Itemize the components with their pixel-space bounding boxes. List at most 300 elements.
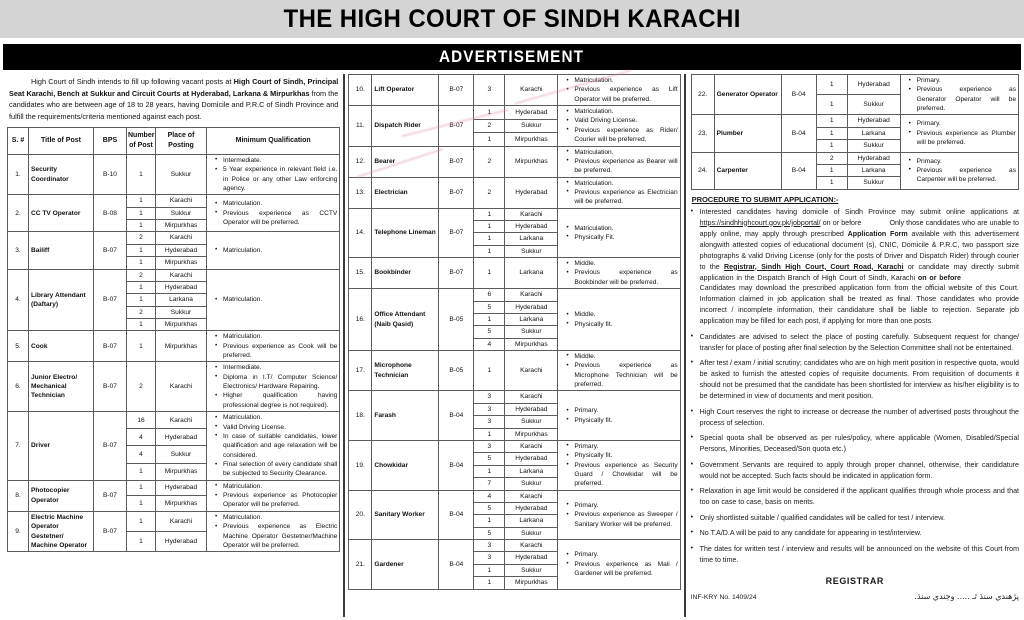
cell-title: CC TV Operator [29,195,94,232]
cell-number-of-post: 1 [474,564,505,576]
cell-number-of-post: 1 [127,220,156,232]
cell-bps: B-07 [439,177,474,208]
cell-title: Bearer [372,146,439,177]
cell-place-of-posting: Mirpurkhas [156,257,207,269]
cell-bps: B-07 [439,146,474,177]
cell-sr: 20. [349,490,372,539]
cell-number-of-post: 1 [127,511,156,531]
procedure-1-text-c: Only those candidates who are unable to apply online, may apply through prescribed [699,218,1019,238]
registrar-signature: REGISTRAR [825,575,885,586]
qualification-item: • Matriculation. [217,332,337,341]
cell-number-of-post: 1 [474,428,505,440]
intro-text-a: High Court of Sindh intends to fill up following vacant posts at [31,77,234,86]
cell-title: Generator Operator [714,75,781,115]
qualification-item: • Middle. [568,352,677,361]
table-row [8,269,340,281]
cell-sr: 3. [8,232,29,269]
cell-number-of-post: 1 [474,221,505,233]
col-header-sr: S. # [8,128,29,155]
cell-number-of-post: 5 [474,527,505,539]
cell-bps: B-07 [94,232,127,269]
cell-bps: B-07 [439,208,474,257]
cell-title: Junior Electro/ Mechanical Technician [29,362,94,412]
cell-bps: B-04 [781,152,816,189]
cell-place-of-posting: Sukkur [505,119,558,132]
qualification-list [209,482,337,510]
qualification-item: • Previous experience as Bookbinder will be preferred. [568,268,677,287]
qualification-item: • Primary. [568,550,677,559]
cell-number-of-post: 5 [474,453,505,465]
cell-number-of-post: 1 [816,140,847,152]
cell-sr: 24. [691,152,714,189]
cell-sr: 8. [8,480,29,511]
cell-number-of-post: 1 [816,127,847,139]
qualification-item: • Previous experience as Bearer will be preferred. [568,157,677,176]
procedure-item-3: • After test / exam / initial scrutiny; candidates who are on high merit position in respective quota, would be asked to furnish the attested copies of requisite documents. From requisition of documents it should not be presumed that the candidate has been shortlisted for interview as his/her eligibility is to be determined in view of documents and merit position. [691,358,1019,402]
table-body-left [8,154,340,551]
cell-number-of-post: 1 [474,233,505,245]
table-row [8,362,340,412]
cell-number-of-post: 1 [127,154,156,194]
cell-sr: 14. [349,208,372,257]
qualification-item: • Previous experience as Photocopier Operator will be preferred. [217,491,337,510]
qualification-item: • Intermediate. [217,156,337,165]
qualification-list [903,157,1016,185]
cell-number-of-post: 1 [127,496,156,512]
column-left [3,74,343,617]
cell-number-of-post: 4 [474,490,505,502]
col-header-place: Place of Posting [156,128,207,155]
cell-number-of-post: 2 [127,362,156,412]
qualification-item: • Previous experience as Lift Operator will be preferred. [568,85,677,104]
cell-sr: 7. [8,412,29,481]
table-row [349,75,680,106]
table-row [691,115,1018,127]
table-row [349,106,680,119]
cell-number-of-post: 1 [127,318,156,330]
cell-place-of-posting: Hyderabad [156,244,207,256]
cell-place-of-posting: Mirpurkhas [505,338,558,350]
procedure-1-text-b: on or before [820,218,862,227]
table-row [691,75,1018,95]
cell-number-of-post: 3 [474,552,505,564]
cell-number-of-post: 2 [127,269,156,281]
cell-bps: B-10 [94,154,127,194]
qualification-item: • Primary. [911,119,1016,128]
col-header-number: Number of Post [127,128,156,155]
cell-bps: B-04 [781,75,816,115]
table-row [8,511,340,531]
qualification-item: • Previous experience as CCTV Operator will be preferred. [217,209,337,228]
cell-place-of-posting: Hyderabad [505,503,558,515]
cell-sr: 5. [8,331,29,362]
qualification-item: • Valid Driving License. [568,116,677,125]
intro-paragraph [9,76,338,122]
cell-number-of-post: 1 [474,133,505,147]
cell-place-of-posting: Karachi [505,540,558,552]
procedure-item-8: • Only shortlisted suitable / qualified candidates will be called for test / interview. [691,513,1019,524]
procedure-1-text-a: Interested candidates having domicile of Sindh Province may submit online applications at [699,207,1019,216]
cell-bps: B-04 [439,391,474,440]
procedure-item-6: • Government Servants are required to apply through proper channel, otherwise, their candidature would not be accepted. Such facts should be indicated in application form. [691,460,1019,482]
cell-title: Cook [29,331,94,362]
masthead-banner [0,0,1024,39]
table-body-middle [349,75,680,590]
qualification-item: • Matriculation. [217,295,337,304]
cell-sr: 22. [691,75,714,115]
qualification-list [560,224,677,243]
column-right [684,74,1021,617]
cell-number-of-post: 2 [127,232,156,244]
cell-number-of-post: 2 [474,146,505,177]
cell-number-of-post: 5 [474,503,505,515]
cell-qualification [207,331,340,362]
cell-number-of-post: 6 [474,289,505,301]
cell-bps: B-04 [781,115,816,152]
cell-number-of-post: 3 [474,403,505,415]
qualification-item: • Valid Driving License. [217,423,337,432]
table-row [349,350,680,390]
cell-place-of-posting: Karachi [156,232,207,244]
qualification-list [560,501,677,529]
cell-place-of-posting: Karachi [156,195,207,207]
qualification-item: • Previous experience as Sweeper / Sanitary Worker will be preferred. [568,510,677,529]
qualification-item: • Higher qualification having professional degree is not required). [217,391,337,410]
cell-number-of-post: 1 [127,463,156,480]
cell-number-of-post: 1 [127,244,156,256]
cell-place-of-posting: Mirpurkhas [505,577,558,589]
cell-title: Library Attendant (Daftary) [29,269,94,331]
cell-number-of-post: 5 [474,326,505,338]
cell-place-of-posting: Mirpurkhas [156,331,207,362]
advertisement-bar [3,44,1021,70]
qualification-list [560,107,677,144]
posts-table-left [7,127,340,552]
cell-bps: B-05 [439,289,474,351]
cell-place-of-posting: Hyderabad [847,75,900,95]
qualification-item: • Previous experience as Mali / Gardener will be preferred. [568,560,677,579]
cell-place-of-posting: Karachi [156,269,207,281]
cell-place-of-posting: Larkana [505,515,558,527]
cell-bps: B-05 [439,350,474,390]
cell-title: Office Attendant (Naib Qasid) [372,289,439,351]
cell-place-of-posting: Mirpurkhas [156,318,207,330]
cell-place-of-posting: Larkana [847,127,900,139]
cell-number-of-post: 1 [474,106,505,119]
cell-place-of-posting: Mirpurkhas [156,496,207,512]
cell-place-of-posting: Larkana [505,465,558,477]
qualification-item: • Previous experience as Carpenter will be preferred. [911,166,1016,185]
qualification-item: • Matriculation. [568,76,677,85]
cell-bps: B-04 [439,490,474,539]
page-title: THE HIGH COURT OF SINDH KARACHI [283,4,741,33]
cell-number-of-post: 3 [474,75,505,106]
table-body-right [691,75,1018,190]
cell-qualification [207,232,340,269]
cell-qualification [207,269,340,331]
cell-number-of-post: 4 [127,446,156,463]
cell-number-of-post: 1 [127,281,156,293]
column-middle [343,74,683,617]
cell-place-of-posting: Hyderabad [847,115,900,127]
cell-place-of-posting: Hyderabad [505,301,558,313]
cell-qualification [558,208,680,257]
cell-place-of-posting: Mirpurkhas [505,146,558,177]
cell-sr: 18. [349,391,372,440]
cell-qualification [558,146,680,177]
table-header-row [8,128,340,155]
cell-number-of-post: 1 [474,313,505,325]
cell-bps: B-07 [94,362,127,412]
cell-title: Microphone Technician [372,350,439,390]
qualification-item: • Previous experience as Electrician will be preferred. [568,188,677,207]
cell-qualification [558,391,680,440]
cell-title: Security Coordinator [29,154,94,194]
cell-number-of-post: 1 [816,177,847,189]
cell-place-of-posting: Sukkur [505,245,558,257]
cell-number-of-post: 1 [474,350,505,390]
intro-text-c: from the candidates who are between age of 18 to 28 years, having Domicile and P.R.C of Sindh Province and fulfill the requirements/criteria mentioned against each post. [9,88,339,121]
cell-title: Electric Machine Operator Gestetner/ Machine Operator [29,511,94,551]
cell-number-of-post: 1 [474,258,505,289]
cell-place-of-posting: Hyderabad [505,552,558,564]
cell-place-of-posting: Sukkur [847,177,900,189]
table-row [349,258,680,289]
procedure-item-4: • High Court reserves the right to increase or decrease the number of advertised posts throughout the process of selection. [691,407,1019,429]
cell-title: Sanitary Worker [372,490,439,539]
table-header [8,128,340,155]
cell-number-of-post: 3 [474,440,505,452]
intro-text-bold: High Court of Sindh, Principal Seat Karachi, Bench at Sukkur and Circuit Courts at Hyderabad, Larkana & Mirpurkhas [9,77,339,98]
qualification-list [903,76,1016,113]
qualification-list [209,332,337,360]
qualification-list [209,199,337,227]
cell-number-of-post: 2 [474,119,505,132]
cell-place-of-posting: Sukkur [156,154,207,194]
table-row [349,440,680,452]
cell-title: Chowkidar [372,440,439,490]
qualification-item: • Physically fit. [568,320,677,329]
qualification-item: • Primary. [568,501,677,510]
cell-sr: 19. [349,440,372,490]
col-header-bps: BPS [94,128,127,155]
cell-place-of-posting: Larkana [847,164,900,176]
qualification-item: • Matriculation. [217,413,337,422]
table-row [349,540,680,552]
cell-number-of-post: 5 [474,301,505,313]
cell-bps: B-07 [439,258,474,289]
cell-number-of-post: 3 [474,540,505,552]
on-or-before-label: on or before [917,273,961,282]
qualification-item: • In case of suitable candidates, lower qualification and age relaxation will be considered. [217,432,337,460]
procedure-item-9: • No T.A/D.A will be paid to any candidate for appearing in test/interview. [691,528,1019,539]
cell-number-of-post: 1 [474,515,505,527]
qualification-item: • Primary. [911,76,1016,85]
cell-place-of-posting: Larkana [505,258,558,289]
qualification-item: • Matriculation. [217,199,337,208]
cell-sr: 11. [349,106,372,146]
cell-qualification [558,289,680,351]
qualification-item: • Previous experience as Plumber will be preferred. [911,129,1016,148]
qualification-item: • Previous experience as Microphone Technician will be preferred. [568,361,677,389]
qualification-list [560,148,677,176]
cell-number-of-post: 4 [127,429,156,446]
cell-place-of-posting: Karachi [505,440,558,452]
table-row [8,232,340,244]
qualification-list [560,259,677,287]
cell-qualification [207,195,340,232]
content-columns [0,70,1024,620]
cell-qualification [207,480,340,511]
qualification-item: • Matriculation. [568,148,677,157]
cell-title: Farash [372,391,439,440]
table-row [349,490,680,502]
cell-place-of-posting: Karachi [505,350,558,390]
qualification-item: • Matriculation. [568,224,677,233]
cell-title: Photocopier Operator [29,480,94,511]
qualification-item: • Primary. [568,406,677,415]
qualification-item: • 5 Year experience in relevant field i.e. in Police or any other Law enforcing agency. [217,165,337,193]
qualification-list [560,406,677,425]
qualification-item: • Matriculation. [217,513,337,522]
qualification-item: • Middle. [568,259,677,268]
cell-number-of-post: 1 [127,257,156,269]
qualification-list [209,246,337,255]
col-header-qualification: Minimum Qualification [207,128,340,155]
cell-number-of-post: 1 [127,532,156,552]
cell-place-of-posting: Sukkur [847,140,900,152]
application-form-label: Application Form [847,229,908,238]
advertisement-label: ADVERTISEMENT [439,47,585,66]
cell-bps: B-07 [94,480,127,511]
qualification-list [560,310,677,329]
cell-bps: B-07 [94,331,127,362]
cell-title: Gardener [372,540,439,589]
table-row [349,208,680,220]
procedure-item-2: • Candidates are advised to select the place of posting carefully. Subsequent request for change/ transfer for place of posting after final selection by the Selection Committee shall not be entertained. [691,332,1019,354]
procedure-item-7: • Relaxation in age limit would be considered if the applicant qualifies through whole process and that too on case to case, basis on merits. [691,486,1019,508]
qualification-item: • Physically Fit. [568,233,677,242]
cell-number-of-post: 1 [127,195,156,207]
cell-sr: 9. [8,511,29,551]
cell-place-of-posting: Larkana [505,313,558,325]
col-header-title: Title of Post [29,128,94,155]
cell-place-of-posting: Hyderabad [505,177,558,208]
cell-qualification [207,511,340,551]
cell-number-of-post: 16 [127,412,156,429]
cell-title: Bookbinder [372,258,439,289]
cell-qualification [558,177,680,208]
cell-place-of-posting: Karachi [505,208,558,220]
table-row [8,195,340,207]
cell-sr: 13. [349,177,372,208]
cell-place-of-posting: Sukkur [156,207,207,219]
cell-number-of-post: 1 [127,294,156,306]
qualification-item: • Physically fit. [568,451,677,460]
cell-title: Carpenter [714,152,781,189]
cell-place-of-posting: Sukkur [847,95,900,115]
posts-table-middle [348,74,680,590]
cell-number-of-post: 1 [816,95,847,115]
cell-number-of-post: 1 [474,465,505,477]
cell-place-of-posting: Larkana [156,294,207,306]
procedure-heading: PROCEDURE TO SUBMIT APPLICATION:- [691,194,839,204]
qualification-item: • Primary. [568,442,677,451]
qualification-list [560,179,677,207]
cell-sr: 12. [349,146,372,177]
table-row [8,480,340,496]
cell-bps: B-07 [439,75,474,106]
cell-place-of-posting: Karachi [505,391,558,403]
cell-place-of-posting: Sukkur [156,446,207,463]
cell-place-of-posting: Mirpurkhas [505,428,558,440]
cell-title: Telephone Lineman [372,208,439,257]
cell-sr: 6. [8,362,29,412]
qualification-list [903,119,1016,147]
cell-number-of-post: 2 [127,306,156,318]
procedure-list [691,207,1019,566]
qualification-list [209,156,337,193]
cell-bps: B-07 [439,106,474,146]
job-portal-link[interactable]: https://sindhhighcourt.gov.pk/jobportal/ [699,218,821,227]
cell-qualification [207,154,340,194]
cell-place-of-posting: Sukkur [505,478,558,490]
cell-sr: 4. [8,269,29,331]
cell-bps: B-07 [94,412,127,481]
cell-place-of-posting: Hyderabad [505,403,558,415]
cell-number-of-post: 1 [816,75,847,95]
cell-qualification [900,115,1018,152]
cell-number-of-post: 1 [474,208,505,220]
table-row [349,391,680,403]
cell-number-of-post: 1 [127,207,156,219]
procedure-1-text-d: available with this advertisement alongwith attested copies of educational document (s), CNIC, Domicile & P.R.C, two passport size photographs & valid Driving License (only for the posts of Driver and Dispatch Rider) through courier to the [699,229,1020,271]
cell-place-of-posting: Larkana [505,233,558,245]
cell-place-of-posting: Sukkur [505,527,558,539]
cell-number-of-post: 1 [816,115,847,127]
cell-number-of-post: 1 [816,164,847,176]
cell-place-of-posting: Sukkur [505,416,558,428]
qualification-item: • Previous experience as Rider/ Courier will be preferred. [568,126,677,145]
cell-title: Driver [29,412,94,481]
cell-place-of-posting: Karachi [505,490,558,502]
qualification-list [209,295,337,304]
cell-number-of-post: 1 [474,245,505,257]
qualification-list [560,550,677,578]
cell-place-of-posting: Hyderabad [156,532,207,552]
cell-place-of-posting: Hyderabad [156,281,207,293]
qualification-item: • Matriculation. [568,107,677,116]
cell-bps: B-08 [94,195,127,232]
cell-number-of-post: 7 [474,478,505,490]
cell-qualification [207,362,340,412]
cell-qualification [558,350,680,390]
inf-number: INF-KRY No. 1409/24 [690,593,757,601]
qualification-item: • Matriculation. [568,179,677,188]
qualification-item: • Physically fit. [568,416,677,425]
qualification-item: • Final selection of every candidate shall be subjected to Security Clearance. [217,460,337,479]
qualification-item: • Intermediate. [217,363,337,372]
cell-number-of-post: 1 [474,577,505,589]
cell-place-of-posting: Hyderabad [847,152,900,164]
cell-sr: 17. [349,350,372,390]
cell-number-of-post: 1 [127,480,156,496]
procedure-1-text-f: Candidates may download the prescribed application form from the official website of this Court. Information claimed in job application shall be treated as final. Those candidates who provide incorrect / incomplete information, their candidature shall be liable to rejection. Separate job application may be filled for each post, if applying for more than one posts. [699,284,1019,326]
qualification-list [209,513,337,550]
cell-place-of-posting: Sukkur [505,564,558,576]
qualification-item: • Previous experience as Cook will be preferred. [217,342,337,361]
cell-bps: B-07 [94,511,127,551]
